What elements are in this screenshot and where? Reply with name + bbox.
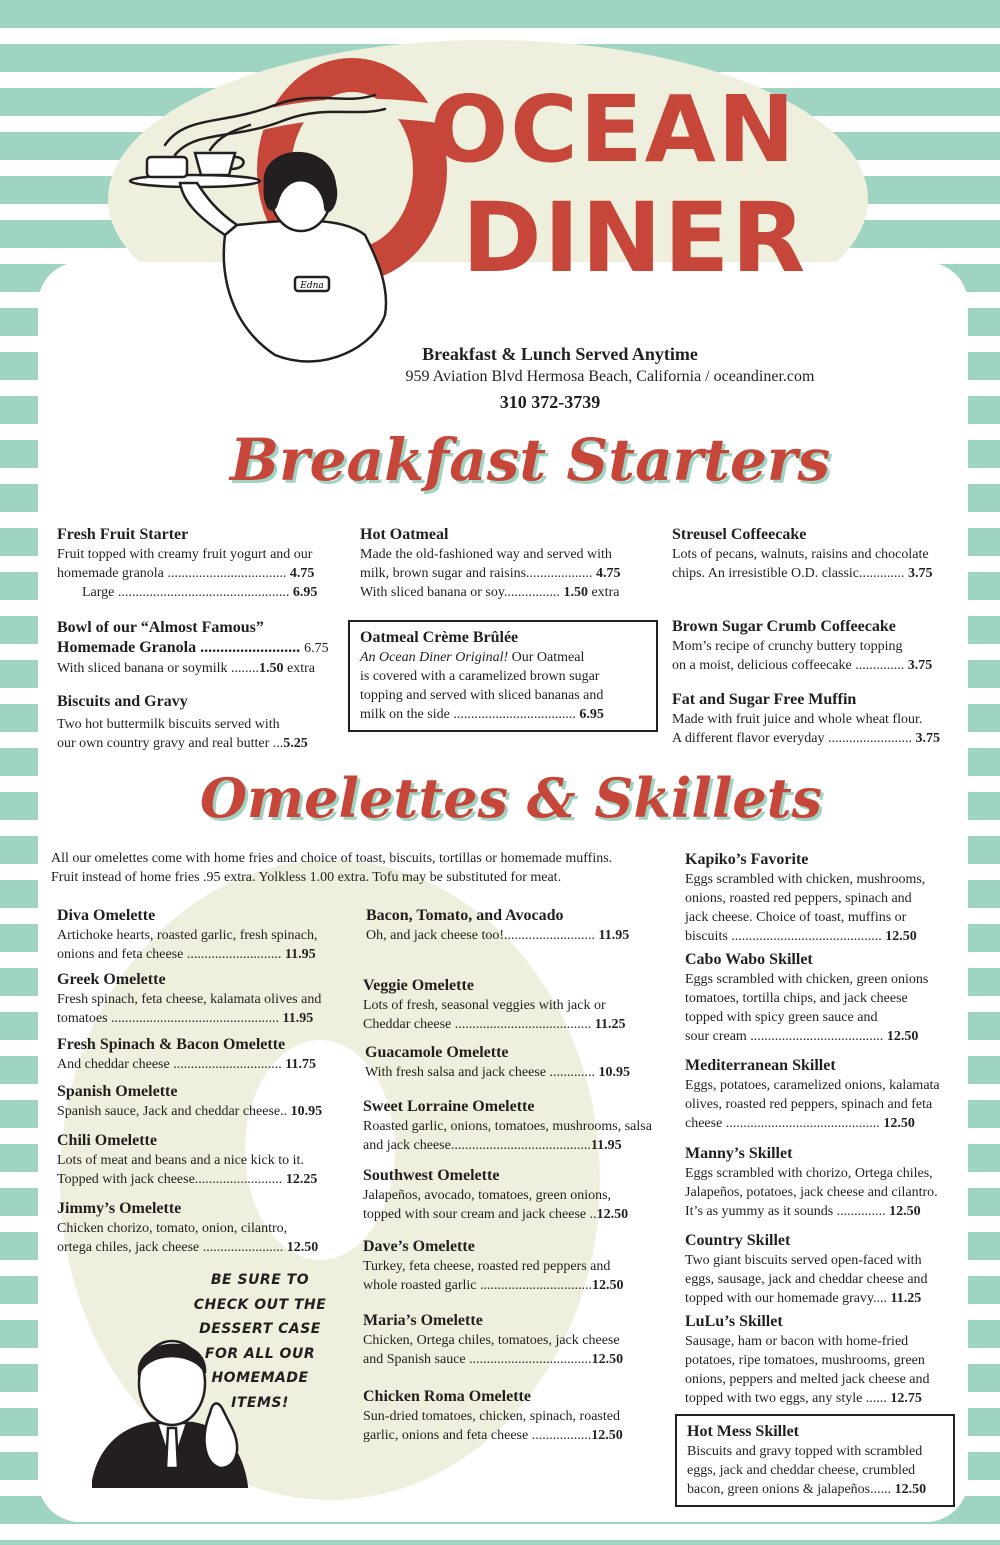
price: 10.95: [598, 1065, 630, 1080]
price: 4.75: [596, 566, 621, 581]
price: 11.25: [890, 1291, 922, 1306]
menu-item: Diva Omelette Artichoke hearts, roasted garlic, fresh spinach, onions and feta cheese ........................... 11.95: [57, 907, 318, 962]
menu-item: Jimmy’s Omelette Chicken chorizo, tomato, onion, cilantro, ortega chiles, jack cheese ....................... 12.50: [57, 1200, 319, 1255]
logo-ocean: OCEAN: [430, 76, 797, 183]
menu-item: Kapiko’s Favorite Eggs scrambled with chicken, mushrooms, onions, roasted red peppers, spinach and jack cheese. Choice of toast, muffins or biscuits ........................................... 12.50: [685, 851, 926, 944]
price: 1.50: [563, 585, 588, 600]
menu-item: Veggie Omelette Lots of fresh, seasonal veggies with jack or Cheddar cheese ....................................... 11.25: [363, 977, 626, 1032]
menu-item: Bowl of our “Almost Famous” Homemade Granola ......................... 6.75 With sliced banana or soymilk ........1.50 extra: [57, 619, 329, 676]
price: 12.50: [886, 1029, 919, 1044]
price: 11.95: [282, 1011, 314, 1026]
price: 12.50: [883, 1116, 915, 1131]
menu-item: Fresh Fruit Starter Fruit topped with creamy fruit yogurt and our homemade granola .................................. 4.75 Large ................................................. 6.95: [57, 526, 318, 600]
price: 5.25: [283, 736, 308, 751]
menu-item: Sweet Lorraine Omelette Roasted garlic, onions, tomatoes, mushrooms, salsa and jack cheese........................................11.95: [363, 1098, 652, 1153]
menu-item: LuLu’s Skillet Sausage, ham or bacon with home-fried potatoes, ripe tomatoes, mushrooms, green onions, peppers and melted jack cheese and topped with two eggs, any style ...... 12.75: [685, 1313, 930, 1406]
price: 12.75: [890, 1391, 922, 1406]
menu-item: Country Skillet Two giant biscuits served open-faced with eggs, sausage, jack and cheddar cheese and topped with our homemade gravy.... 11.25: [685, 1232, 928, 1306]
menu-item: Brown Sugar Crumb Coffeecake Mom’s recipe of crunchy buttery topping on a moist, delicious coffeecake .............. 3.75: [672, 618, 933, 673]
price: 11.25: [594, 1017, 626, 1032]
price: 12.50: [885, 929, 917, 944]
price: 10.95: [290, 1104, 323, 1119]
menu-item: Mediterranean Skillet Eggs, potatoes, caramelized onions, kalamata olives, roasted red peppers, spinach and feta cheese ............................................ 12.50: [685, 1057, 940, 1131]
price: 12.50: [596, 1207, 629, 1222]
menu-item: Hot Oatmeal Made the old-fashioned way and served with milk, brown sugar and raisins................... 4.75 With sliced banana or soy................ 1.50 extra: [360, 526, 621, 600]
price: 11.95: [598, 928, 630, 943]
price: 4.75: [289, 566, 315, 581]
address: 959 Aviation Blvd Hermosa Beach, California / oceandiner.com: [405, 368, 815, 385]
price: 6.95: [579, 707, 604, 722]
price: 12.50: [286, 1240, 319, 1255]
menu-item: Manny’s Skillet Eggs scrambled with chorizo, Ortega chiles, Jalapeños, potatoes, jack cheese and cilantro. It’s as yummy as it sounds .............. 12.50: [685, 1145, 938, 1219]
price: 3.75: [915, 731, 941, 746]
menu-item: Greek Omelette Fresh spinach, feta cheese, kalamata olives and tomatoes ................................................ 11.95: [57, 971, 322, 1026]
price: 12.50: [894, 1482, 927, 1497]
price: 12.50: [591, 1352, 624, 1367]
menu-item: Spanish Omelette Spanish sauce, Jack and cheddar cheese.. 10.95: [57, 1083, 323, 1119]
price: 11.95: [590, 1138, 622, 1153]
featured-item-box: Oatmeal Crème Brûlée An Ocean Diner Original! Our Oatmeal is covered with a caramelized brown sugar topping and served with sliced bananas and milk on the side ................................... 6.95: [348, 620, 658, 732]
logo-diner: DINER: [462, 182, 808, 294]
price: 6.75: [304, 641, 329, 656]
menu-item: Dave’s Omelette Turkey, feta cheese, roasted red peppers and whole roasted garlic ................................12.50: [363, 1238, 624, 1293]
price: 12.50: [591, 1428, 623, 1443]
menu-item: Biscuits and Gravy Two hot buttermilk biscuits served with our own country gravy and real butter ...5.25: [57, 693, 308, 751]
menu-item: Chicken Roma Omelette Sun-dried tomatoes, chicken, spinach, roasted garlic, onions and feta cheese .................12.50: [363, 1388, 623, 1443]
menu-item: Cabo Wabo Skillet Eggs scrambled with chicken, green onions tomatoes, tortilla chips, and jack cheese topped with spicy green sauce and sour cream ...................................... 12.50: [685, 951, 929, 1044]
featured-item-box: Hot Mess Skillet Biscuits and gravy topped with scrambled eggs, jack and cheddar cheese, crumbled bacon, green onions & jalapeños...... 12.50: [675, 1414, 955, 1507]
menu-item: Fat and Sugar Free Muffin Made with fruit juice and whole wheat flour. A different flavor everyday ........................ 3.75: [672, 691, 941, 746]
omelette-intro: All our omelettes come with home fries and choice of toast, biscuits, tortillas or homemade muffins. Fruit instead of home fries .95 extra. Yolkless 1.00 extra. Tofu may be substituted for meat.: [51, 851, 613, 885]
price: 12.25: [285, 1172, 318, 1187]
price: 1.50: [259, 661, 284, 676]
price: 6.95: [292, 585, 318, 600]
price: 11.95: [284, 947, 316, 962]
dessert-note: BE SURE TO CHECK OUT THE DESSERT CASE FOR ALL OUR HOMEMADE ITEMS!: [193, 1272, 327, 1411]
menu-item: Fresh Spinach & Bacon Omelette And cheddar cheese ............................... 11.75: [57, 1036, 316, 1072]
name-tag: Edna: [300, 281, 324, 291]
menu-item: Chili Omelette Lots of meat and beans and a nice kick to it. Topped with jack cheese......................... 12.25: [57, 1132, 318, 1187]
price: 12.50: [889, 1204, 921, 1219]
section-title-omelettes: Omelettes & Skillets: [200, 766, 823, 830]
price: 12.50: [592, 1278, 624, 1293]
tagline: Breakfast & Lunch Served Anytime: [422, 344, 698, 364]
menu-item: Maria’s Omelette Chicken, Ortega chiles, tomatoes, jack cheese and Spanish sauce ...................................12.50: [363, 1312, 624, 1367]
waitress-illustration: [125, 85, 415, 380]
price: 3.75: [907, 658, 933, 673]
section-title-breakfast: Breakfast Starters: [230, 426, 831, 494]
menu-item: Bacon, Tomato, and Avocado Oh, and jack cheese too!.......................... 11.95: [366, 907, 630, 943]
menu-item: Guacamole Omelette With fresh salsa and jack cheese ............. 10.95: [365, 1044, 630, 1080]
price: 11.75: [285, 1057, 316, 1072]
menu-item: Streusel Coffeecake Lots of pecans, walnuts, raisins and chocolate chips. An irresistible O.D. classic............. 3.75: [672, 526, 933, 581]
menu-item: Southwest Omelette Jalapeños, avocado, tomatoes, green onions, topped with sour cream and jack cheese ..12.50: [363, 1167, 629, 1222]
price: 3.75: [908, 566, 933, 581]
man-thumbs-up-illustration: [92, 1328, 252, 1488]
phone: 310 372-3739: [499, 392, 601, 412]
